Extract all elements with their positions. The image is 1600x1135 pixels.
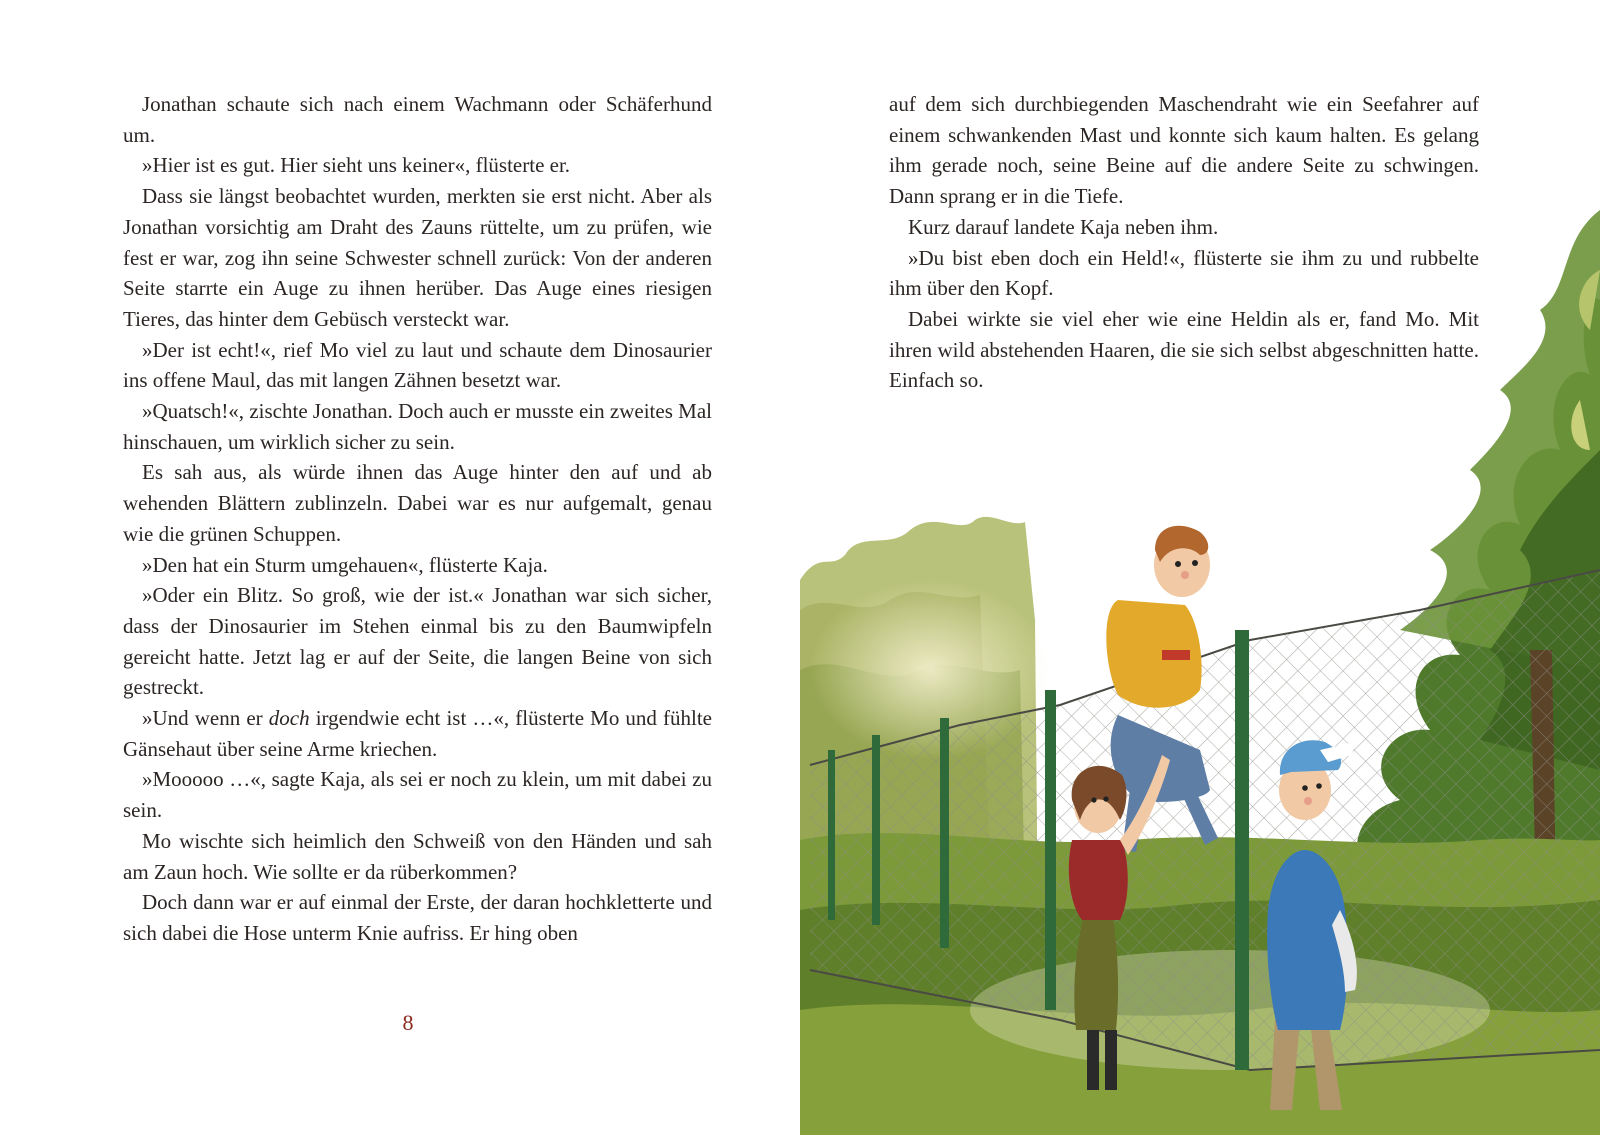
page-number: 8: [402, 1010, 414, 1035]
paragraph: »Der ist echt!«, rief Mo viel zu laut und schaute dem Dinosaurier ins offene Maul, das mit langen Zähnen besetzt war.: [123, 337, 712, 393]
fence-illustration: [800, 150, 1600, 1135]
paragraph: »Mooooo …«, sagte Kaja, als sei er noch zu klein, um mit dabei zu sein.: [123, 767, 712, 823]
paragraph: Mo wischte sich heimlich den Schweiß von den Händen und sah am Zaun hoch. Wie sollte er da rüberkommen?: [123, 828, 712, 884]
paragraph: »Quatsch!«, zischte Jonathan. Doch auch er musste ein zweites Mal hinschauen, um wirklich sicher zu sein.: [123, 399, 712, 454]
paragraph: Kurz darauf landete Kaja neben ihm.: [908, 214, 1219, 239]
paragraph: [123, 703, 712, 764]
paragraph: Doch dann war er auf einmal der Erste, der daran hochkletterte und sich dabei die Hose unterm Knie aufriss. Er hing oben: [123, 890, 712, 945]
emphasized-word: doch: [268, 706, 310, 731]
paragraph: Dass sie längst beobachtet wurden, merkten sie erst nicht. Aber als Jonathan vorsichtig am Draht des Zauns rüttelte, um zu prüfen, wie fest er war, zog ihn seine Schwester schnell zurück: Von der anderen Seite starrte ein Auge zu ihnen herüber. Das Auge eines riesigen Tieres, das hinter dem Gebüsch versteckt war.: [123, 184, 712, 331]
paragraph: Dabei wirkte sie viel eher wie eine Heldin als er, fand Mo. Mit ihren wild abstehenden Haaren, die sie sich selbst abgeschnitten hatte. Einfach so.: [889, 306, 1479, 393]
paragraph-text: »Und wenn er: [142, 706, 269, 731]
paragraph: »Den hat ein Sturm umgehauen«, flüsterte Kaja.: [142, 552, 548, 577]
paragraph: Jonathan schaute sich nach einem Wachmann oder Schäferhund um.: [123, 92, 712, 147]
paragraph-text: irgendwie echt ist …«, flüsterte Mo und fühlte Gänsehaut über seine Arme kriechen.: [123, 706, 712, 761]
right-page: [800, 0, 1600, 1135]
left-page-text: [123, 89, 712, 949]
paragraph: »Hier ist es gut. Hier sieht uns keiner«, flüsterte er.: [142, 153, 571, 178]
paragraph: auf dem sich durchbiegenden Maschendraht wie ein Seefahrer auf einem schwankenden Mast und konnte sich kaum halten. Es gelang ihm gerade noch, seine Beine auf die andere Seite zu schwingen. Dann sprang er in die Tiefe.: [889, 92, 1479, 209]
paragraph: »Du bist eben doch ein Held!«, flüsterte sie ihm zu und rubbelte ihm über den Kopf.: [889, 245, 1479, 301]
paragraph: »Oder ein Blitz. So groß, wie der ist.« Jonathan war sich sicher, dass der Dinosaurier im Stehen einmal bis zu den Baumwipfeln gereicht hatte. Jetzt lag er auf der Seite, die langen Beine von sich gestreckt.: [123, 583, 712, 700]
paragraph: Es sah aus, als würde ihnen das Auge hinter den auf und ab wehenden Blättern zublinzeln. Dabei war es nur aufgemalt, genau wie die grünen Schuppen.: [123, 460, 712, 546]
